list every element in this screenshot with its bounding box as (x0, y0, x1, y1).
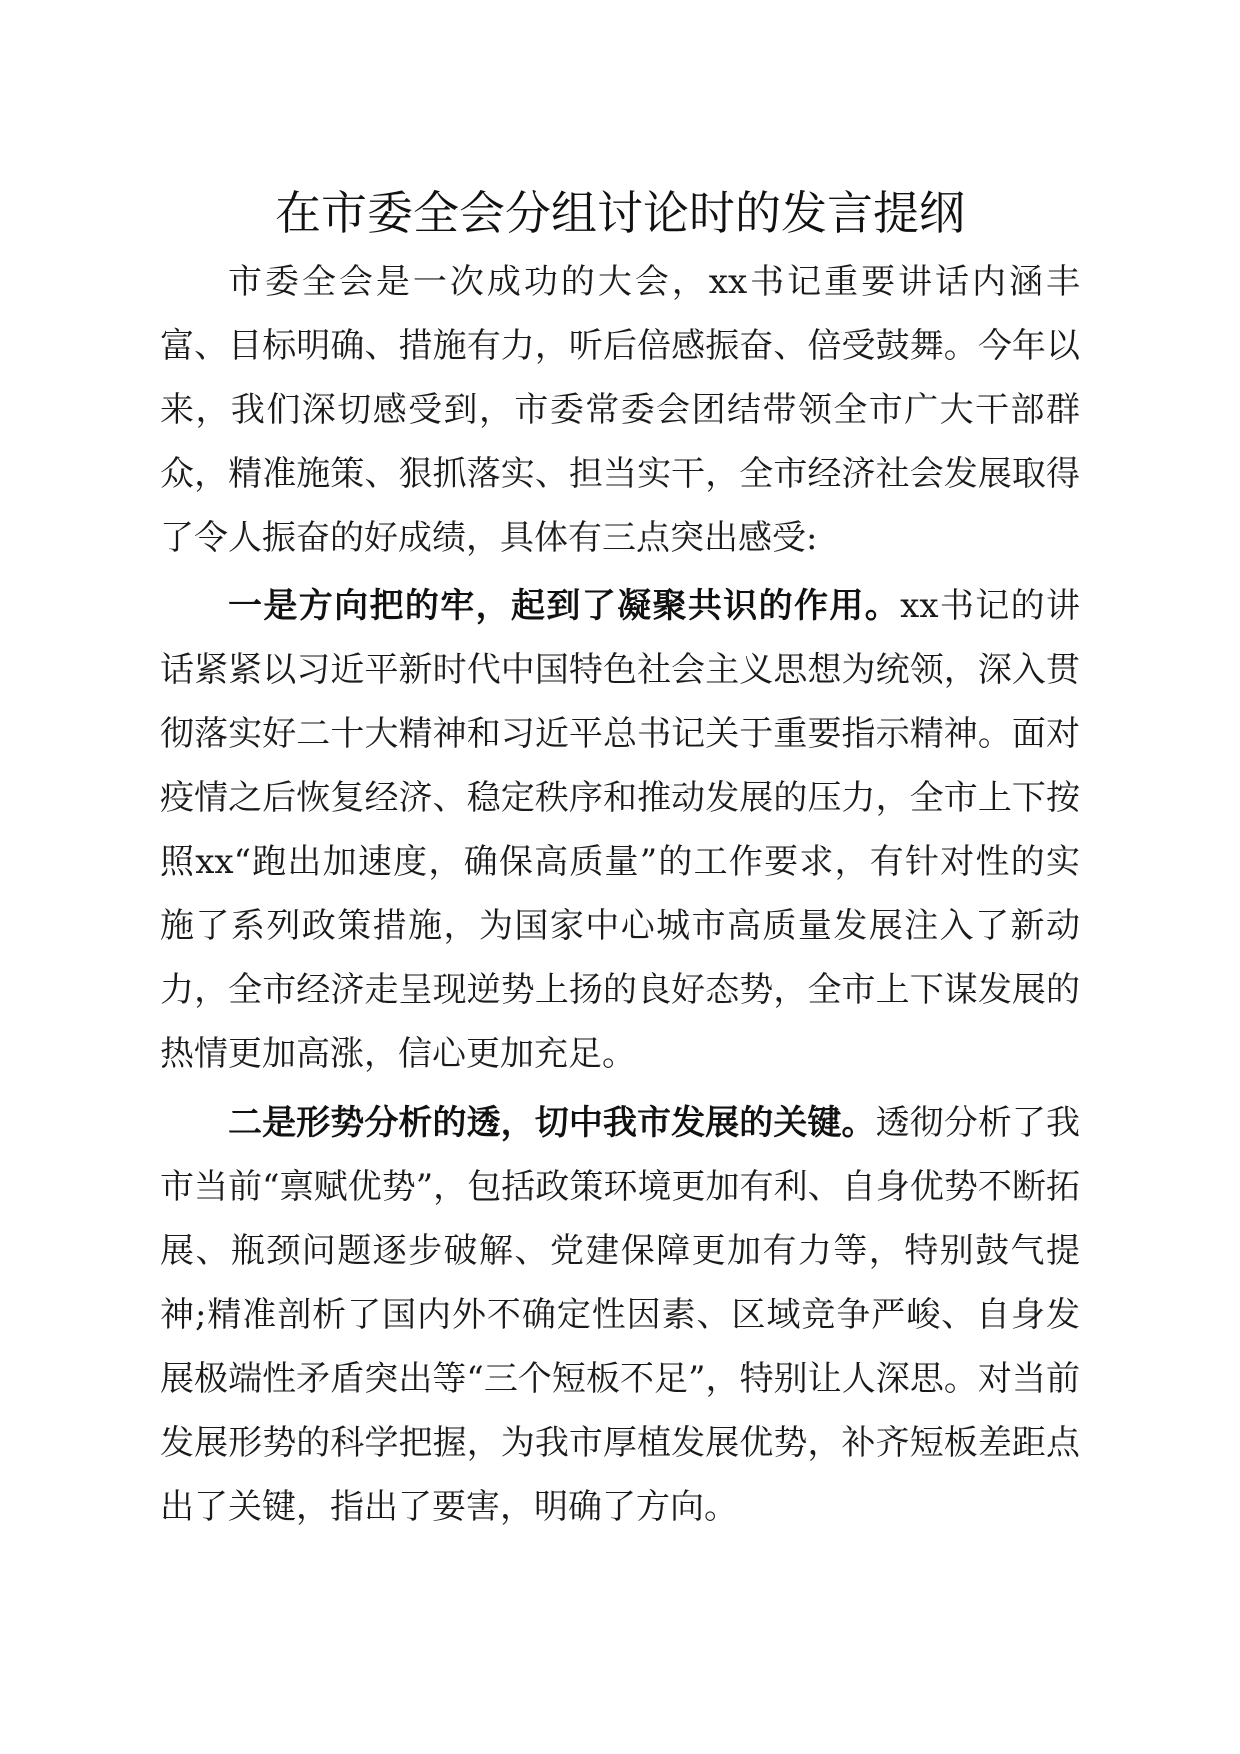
paragraph-lead: 一是方向把的牢，起到了凝聚共识的作用。 (228, 586, 901, 626)
paragraph-point-one (160, 574, 1080, 1086)
paragraph-point-two (160, 1091, 1080, 1539)
paragraph-text: xx书记的讲话紧紧以习近平新时代中国特色社会主义思想为统领，深入贯彻落实好二十大精神和习近平总书记关于重要指示精神。面对疫情之后恢复经济、稳定秩序和推动发展的压力，全市上下按照xx“跑出加速度，确保高质量”的工作要求，有针对性的实施了系列政策措施，为国家中心城市高质量发展注入了新动力，全市经济走呈现逆势上扬的良好态势，全市上下谋发展的热情更加高涨，信心更加充足。 (160, 586, 1080, 1074)
paragraph-text: 市委全会是一次成功的大会，xx书记重要讲话内涵丰富、目标明确、措施有力，听后倍感振奋、倍受鼓舞。今年以来，我们深切感受到，市委常委会团结带领全市广大干部群众，精准施策、狠抓落实、担当实干，全市经济社会发展取得了令人振奋的好成绩，具体有三点突出感受: (160, 262, 1080, 558)
document-title: 在市委全会分组讨论时的发言提纲 (275, 186, 965, 240)
paragraph-lead: 二是形势分析的透，切中我市发展的关键。 (228, 1103, 876, 1143)
paragraph-text: 透彻分析了我市当前“禀赋优势”，包括政策环境更加有利、自身优势不断拓展、瓶颈问题逐步破解、党建保障更加有力等，特别鼓气提神;精准剖析了国内外不确定性因素、区域竞争严峻、自身发展极端性矛盾突出等“三个短板不足”，特别让人深思。对当前发展形势的科学把握，为我市厚植发展优势，补齐短板差距点出了关键，指出了要害，明确了方向。 (160, 1103, 1081, 1527)
paragraph-intro (160, 250, 1080, 570)
